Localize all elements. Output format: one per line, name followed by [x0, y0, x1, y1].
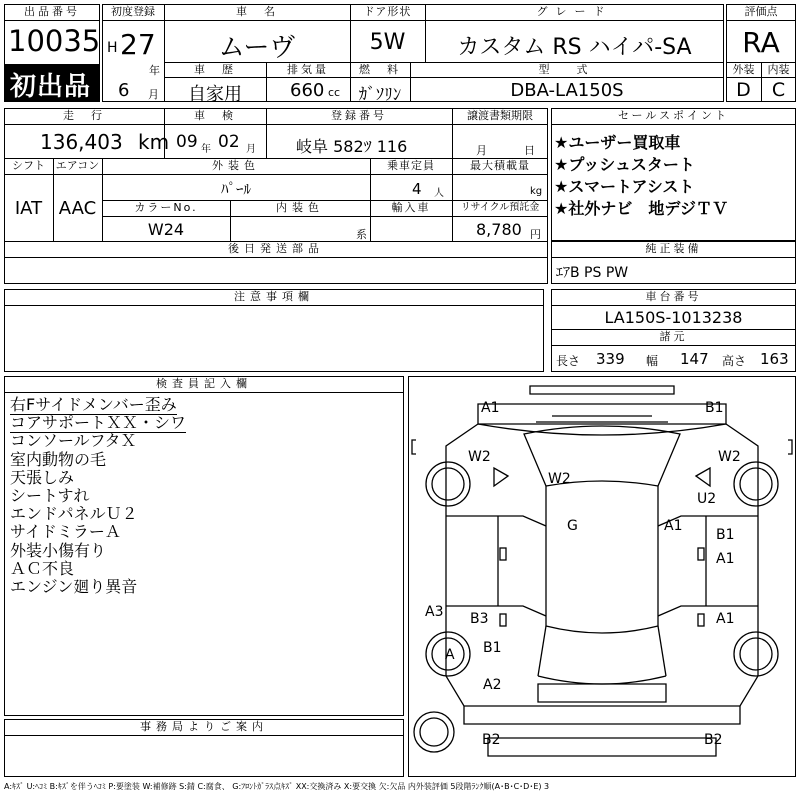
- color-no-label: カラーNo.: [134, 201, 198, 214]
- plate-number: 岐阜 582ﾂ 116: [296, 137, 408, 156]
- ac: AAC: [58, 198, 97, 219]
- office-label: 事務局よりご案内: [140, 720, 268, 733]
- length-label: 長さ: [556, 354, 581, 368]
- first-reg-label: 初度登録: [111, 5, 155, 18]
- score-label: 評価点: [744, 5, 778, 18]
- inspector-note-line: 室内動物の毛: [10, 449, 107, 469]
- damage-mark: W2: [468, 449, 491, 465]
- damage-mark: B1: [716, 527, 735, 543]
- color-no: W24: [147, 220, 185, 239]
- damage-mark: A1: [716, 611, 735, 627]
- score: RA: [742, 26, 780, 59]
- selling-point-3: ★スマートアシスト: [554, 177, 695, 196]
- chassis-label: 車台番号: [645, 290, 702, 303]
- grade: カスタム RS ハイパ-SA: [457, 35, 692, 60]
- inspector-note-line: サイドミラーＡ: [10, 522, 121, 542]
- ext-color: ﾊﾟｰﾙ: [220, 180, 251, 198]
- damage-mark: B3: [470, 611, 489, 627]
- ac-label: エアコン: [55, 159, 100, 172]
- width-label: 幅: [646, 354, 659, 368]
- year-unit: 年: [149, 64, 160, 77]
- chassis-number: LA150S-1013238: [604, 308, 743, 327]
- inspector-note-line: 天張しみ: [10, 467, 75, 487]
- inspection-month: 02: [218, 132, 240, 152]
- interior-score: C: [771, 79, 786, 101]
- import-label: 輸入車: [391, 201, 431, 214]
- transfer-label: 譲渡書類期限: [467, 109, 533, 122]
- displacement: 660: [290, 80, 325, 101]
- lot-number-label: 出品番号: [24, 5, 80, 18]
- door-type: 5W: [369, 30, 406, 55]
- exterior-label: 外装: [732, 63, 755, 76]
- damage-mark: A: [445, 647, 455, 663]
- displacement-unit: cc: [328, 86, 341, 99]
- selling-point-2: ★プッシュスタート: [554, 155, 695, 174]
- width: 147: [680, 350, 709, 368]
- recycle-label: リサイクル預託金: [460, 202, 540, 213]
- damage-mark: A1: [664, 518, 683, 534]
- inspector-note-line: 右Fサイドメンバー歪み: [10, 395, 177, 414]
- era: H: [107, 40, 118, 56]
- selling-point-1: ★ユーザー買取車: [554, 133, 681, 152]
- later-parts-label: 後日発送部品: [228, 242, 324, 255]
- selling-points-label: セールスポイント: [617, 109, 729, 122]
- damage-mark: U2: [697, 491, 717, 507]
- car-diagram: [408, 376, 796, 777]
- damage-mark: B2: [482, 732, 501, 748]
- length: 339: [596, 350, 625, 368]
- fuel-label: 燃 料: [359, 63, 401, 76]
- damage-mark: W2: [548, 471, 571, 487]
- inspector-note-line: 外装小傷有り: [10, 540, 107, 560]
- inspection-year-unit: 年: [201, 144, 211, 155]
- caution-label: 注意事項欄: [234, 290, 314, 303]
- height-label: 高さ: [722, 354, 747, 368]
- history-label: 車 歴: [194, 63, 236, 76]
- inspector-note-line: エンドパネルＵ２: [10, 504, 138, 524]
- inspector-notes: [0, 396, 400, 696]
- damage-mark: A2: [483, 677, 502, 693]
- car-name: ムーヴ: [218, 33, 296, 63]
- grade-label: グレード: [536, 5, 613, 18]
- first-reg-month: 6: [118, 80, 130, 101]
- displacement-label: 排気量: [287, 63, 329, 76]
- selling-point-4: ★社外ナビ 地デジＴＶ: [554, 199, 729, 218]
- fuel: ｶﾞｿﾘﾝ: [358, 85, 402, 105]
- capacity-label: 乗車定員: [387, 159, 435, 172]
- model: DBA-LA150S: [510, 80, 624, 101]
- damage-mark: G: [567, 518, 578, 534]
- load-unit: kg: [530, 186, 543, 197]
- month-unit: 月: [148, 88, 159, 101]
- inspector-note-line: コアサポートＸＸ・シワ: [10, 413, 187, 433]
- inspector-note-line: コンソールフタＸ: [10, 431, 137, 451]
- inspector-note-line: ＡＣ不良: [10, 558, 75, 578]
- damage-mark: A3: [425, 604, 444, 620]
- lot-number: 10035: [8, 24, 101, 58]
- inspector-note-line: シートすれ: [10, 486, 90, 505]
- first-listing-text: 初出品: [10, 72, 92, 102]
- model-label: 型 式: [538, 63, 596, 76]
- load-label: 最大積載量: [470, 159, 530, 172]
- legend: A:ｷｽﾞ U:ﾍｺﾐ B:ｷｽﾞを伴うﾍｺﾐ P:要塗装 W:補修跡 S:錆 C:腐食、 G:ﾌﾛﾝﾄｶﾞﾗｽ点ｷｽﾞ XX:交換済み X:要交換 欠:欠品 内外装評価 5段階ﾗﾝｸ順(A･B･C･D･E) 3: [4, 782, 550, 791]
- car-name-label: 車 名: [236, 5, 278, 18]
- damage-mark: A1: [481, 400, 500, 416]
- ext-color-label: 外装色: [212, 159, 260, 172]
- equipment-label: 純正装備: [645, 242, 702, 255]
- history: 自家用: [188, 84, 242, 105]
- recycle-fee: 8,780: [476, 220, 522, 239]
- damage-mark: B1: [483, 640, 502, 656]
- shift: IAT: [14, 198, 43, 219]
- shift-label: シフト: [12, 159, 45, 172]
- damage-mark: W2: [718, 449, 741, 465]
- int-color-unit: 系: [356, 228, 367, 241]
- transfer-month: 月: [476, 144, 487, 157]
- mileage: 136,403: [40, 130, 123, 154]
- spec-label: 諸元: [659, 330, 688, 343]
- recycle-unit: 円: [530, 228, 541, 241]
- door-label: ドア形状: [363, 5, 412, 18]
- mileage-unit: km: [138, 130, 170, 154]
- equipment: ｴｱB PS PW: [556, 265, 629, 281]
- inspection-label: 車 検: [194, 109, 236, 122]
- height: 163: [760, 350, 789, 368]
- inspection-month-unit: 月: [246, 144, 256, 155]
- inspector-label: 検査員記入欄: [156, 377, 252, 390]
- transfer-day: 日: [524, 144, 535, 157]
- inspection-year: 09: [176, 132, 198, 152]
- plate-label: 登録番号: [331, 109, 387, 122]
- damage-mark: A1: [716, 551, 735, 567]
- mileage-label: 走 行: [63, 109, 105, 122]
- int-color-label: 内装色: [276, 201, 324, 214]
- inspector-note-line: エンジン廻り異音: [10, 577, 138, 596]
- first-reg-year: 27: [120, 28, 156, 61]
- damage-mark: B1: [705, 400, 724, 416]
- exterior-score: D: [736, 79, 751, 101]
- damage-mark: B2: [704, 732, 723, 748]
- capacity-unit: 人: [434, 188, 444, 199]
- capacity: 4: [412, 180, 422, 198]
- interior-label: 内装: [767, 63, 790, 76]
